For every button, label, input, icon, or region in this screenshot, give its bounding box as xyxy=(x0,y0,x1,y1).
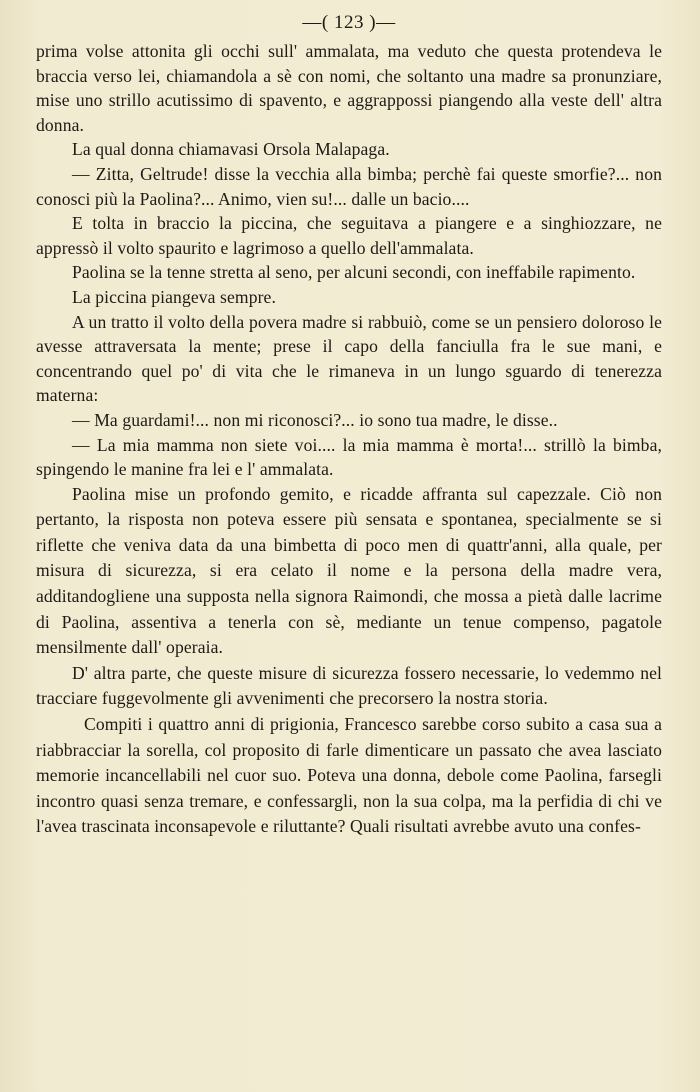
paragraph: — Zitta, Geltrude! disse la vecchia alla bimba; perchè fai queste smorfie?... non conosci più la Paolina?... Animo, vien su!... dalle un bacio.... xyxy=(36,163,662,209)
paragraph: La qual donna chiamavasi Orsola Malapaga. xyxy=(72,139,390,160)
paragraph: E tolta in braccio la piccina, che seguitava a piangere e a singhiozzare, ne appressò il volto spaurito e lagrimoso a quello dell'ammalata. xyxy=(36,213,662,258)
paragraph: prima volse attonita gli occhi sull' ammalata, ma veduto che questa protendeva le braccia verso lei, chiamandola a sè con nomi, che soltanto una madre sa pronunziare, mise uno strillo acutissimo di spavento, e aggrappossi piangendo alla veste dell' altra donna. xyxy=(36,41,662,135)
paragraph: D' altra parte, che queste misure di sicurezza fossero necessarie, lo vedemmo nel tracciare fuggevolmente gli avvenimenti che precorsero la nostra storia. xyxy=(36,662,662,709)
paragraph: Paolina se la tenne stretta al seno, per alcuni secondi, con ineffabile rapimento. xyxy=(72,262,636,283)
paragraph: Compiti i quattro anni di prigionia, Francesco sarebbe corso subito a casa sua a riabbracciar la sorella, col proposito di farle dimenticare un passato che avea lasciato memorie incancellabili nel cuor suo. Poteva una donna, debole come Paolina, farsegli incontro quasi senza tremare, e confessargli, non la sua colpa, ma la perfidia di chi ve l'avea trascinata inconsapevole e riluttante? Quali risultati avrebbe avuto una confes- xyxy=(36,714,662,837)
paragraph: A un tratto il volto della povera madre si rabbuiò, come se un pensiero doloroso le avesse attraversata la mente; prese il capo della fanciulla fra le sue mani, e concentrando quel po' di vita che le rimaneva in un lungo sguardo di tenerezza materna: xyxy=(36,311,662,406)
paragraph: La piccina piangeva sempre. xyxy=(72,286,276,307)
paragraph: — La mia mamma non siete voi.... la mia mamma è morta!... strillò la bimba, spingendo le manine fra lei e l' ammalata. xyxy=(36,434,662,480)
paragraph: Paolina mise un profondo gemito, e ricadde affranta sul capezzale. Ciò non pertanto, la risposta non poteva essere più sensata e spontanea, specialmente se si riflette che veniva data da una bimbetta di poco men di quattr'anni, alla quale, per misura di sicurezza, si era celato il nome e la persona della madre vera, additandogliene una supposta nella signora Raimondi, che mossa a pietà dalle lacrime di Paolina, assentiva a tenerla con sè, mediante un tenue compenso, pagatole mensilmente dall' operaia. xyxy=(36,483,662,658)
paragraph: — Ma guardami!... non mi riconosci?... io sono tua madre, le disse.. xyxy=(72,409,558,430)
page-number-header: —( 123 )— xyxy=(302,12,396,33)
